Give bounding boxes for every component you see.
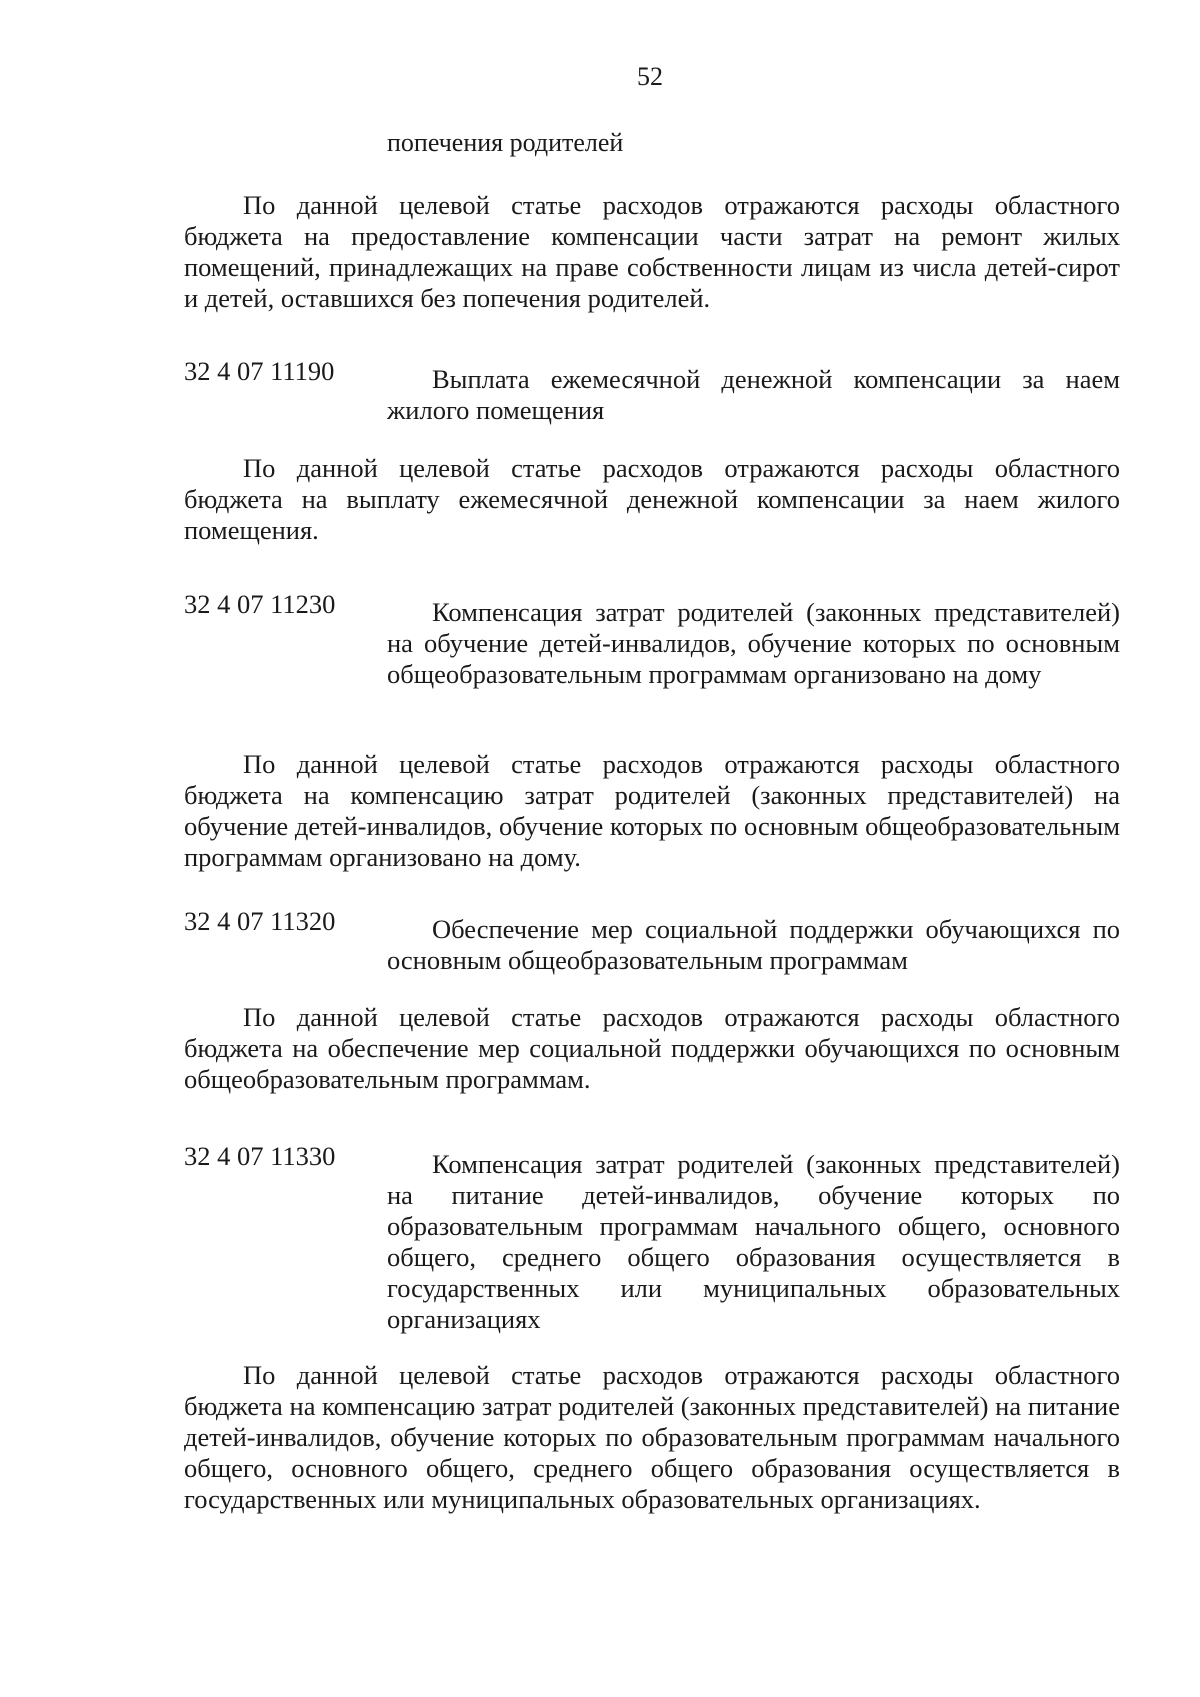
paragraph-2-text: По данной целевой статье расходов отражаются расходы областного бюджета на выплату ежемесячной денежной компенсации за наем жилого помещения. [184, 453, 1120, 545]
paragraph-3 [184, 749, 1120, 873]
carry-over-title: попечения родителей [387, 128, 624, 157]
entry-code: 32 4 07 11190 [184, 356, 335, 386]
entry-title-block [387, 1149, 1120, 1335]
entry-title-block [387, 914, 1120, 976]
paragraph-5-text: По данной целевой статье расходов отражаются расходы областного бюджета на компенсацию затрат родителей (законных представителей) на питание детей-инвалидов, обучение которых по образовательным программам начального общего, основного общего, среднего общего образования осуществляется в государственных или муниципальных образовательных организациях. [184, 1360, 1120, 1514]
paragraph-1-text: По данной целевой статье расходов отражаются расходы областного бюджета на предоставление компенсации части затрат на ремонт жилых помещений, принадлежащих на праве собственности лицам из числа детей-сирот и детей, оставшихся без попечения родителей. [184, 190, 1120, 313]
entry-title-block [387, 364, 1120, 426]
entry-11230 [184, 589, 1120, 690]
entry-code: 32 4 07 11320 [184, 906, 336, 936]
paragraph-5 [184, 1360, 1120, 1515]
entry-title: Обеспечение мер социальной поддержки обучающихся по основным общеобразовательным программам [387, 914, 1120, 975]
paragraph-1 [184, 190, 1120, 314]
entry-11330 [184, 1141, 1120, 1335]
entry-title-block [387, 597, 1120, 690]
entry-title: Выплата ежемесячной денежной компенсации за наем жилого помещения [387, 364, 1120, 425]
entry-code: 32 4 07 11230 [184, 589, 336, 619]
entry-title: Компенсация затрат родителей (законных представителей) на питание детей-инвалидов, обучение которых по образовательным программам начального общего, основного общего, среднего общего образования осуществляется в государственных или муниципальных образовательных организациях [387, 1149, 1120, 1334]
entry-11320 [184, 906, 1120, 976]
entry-11190 [184, 356, 1120, 426]
paragraph-2 [184, 453, 1120, 546]
entry-code: 32 4 07 11330 [184, 1141, 336, 1171]
paragraph-3-text: По данной целевой статье расходов отражаются расходы областного бюджета на компенсацию затрат родителей (законных представителей) на обучение детей-инвалидов, обучение которых по основным общеобразовательным программам организовано на дому. [184, 749, 1120, 872]
paragraph-4 [184, 1002, 1120, 1095]
paragraph-4-text: По данной целевой статье расходов отражаются расходы областного бюджета на обеспечение мер социальной поддержки обучающихся по основным общеобразовательным программам. [184, 1002, 1120, 1094]
page-number: 52 [637, 62, 663, 91]
entry-title: Компенсация затрат родителей (законных представителей) на обучение детей-инвалидов, обучение которых по основным общеобразовательным программам организовано на дому [387, 597, 1120, 689]
